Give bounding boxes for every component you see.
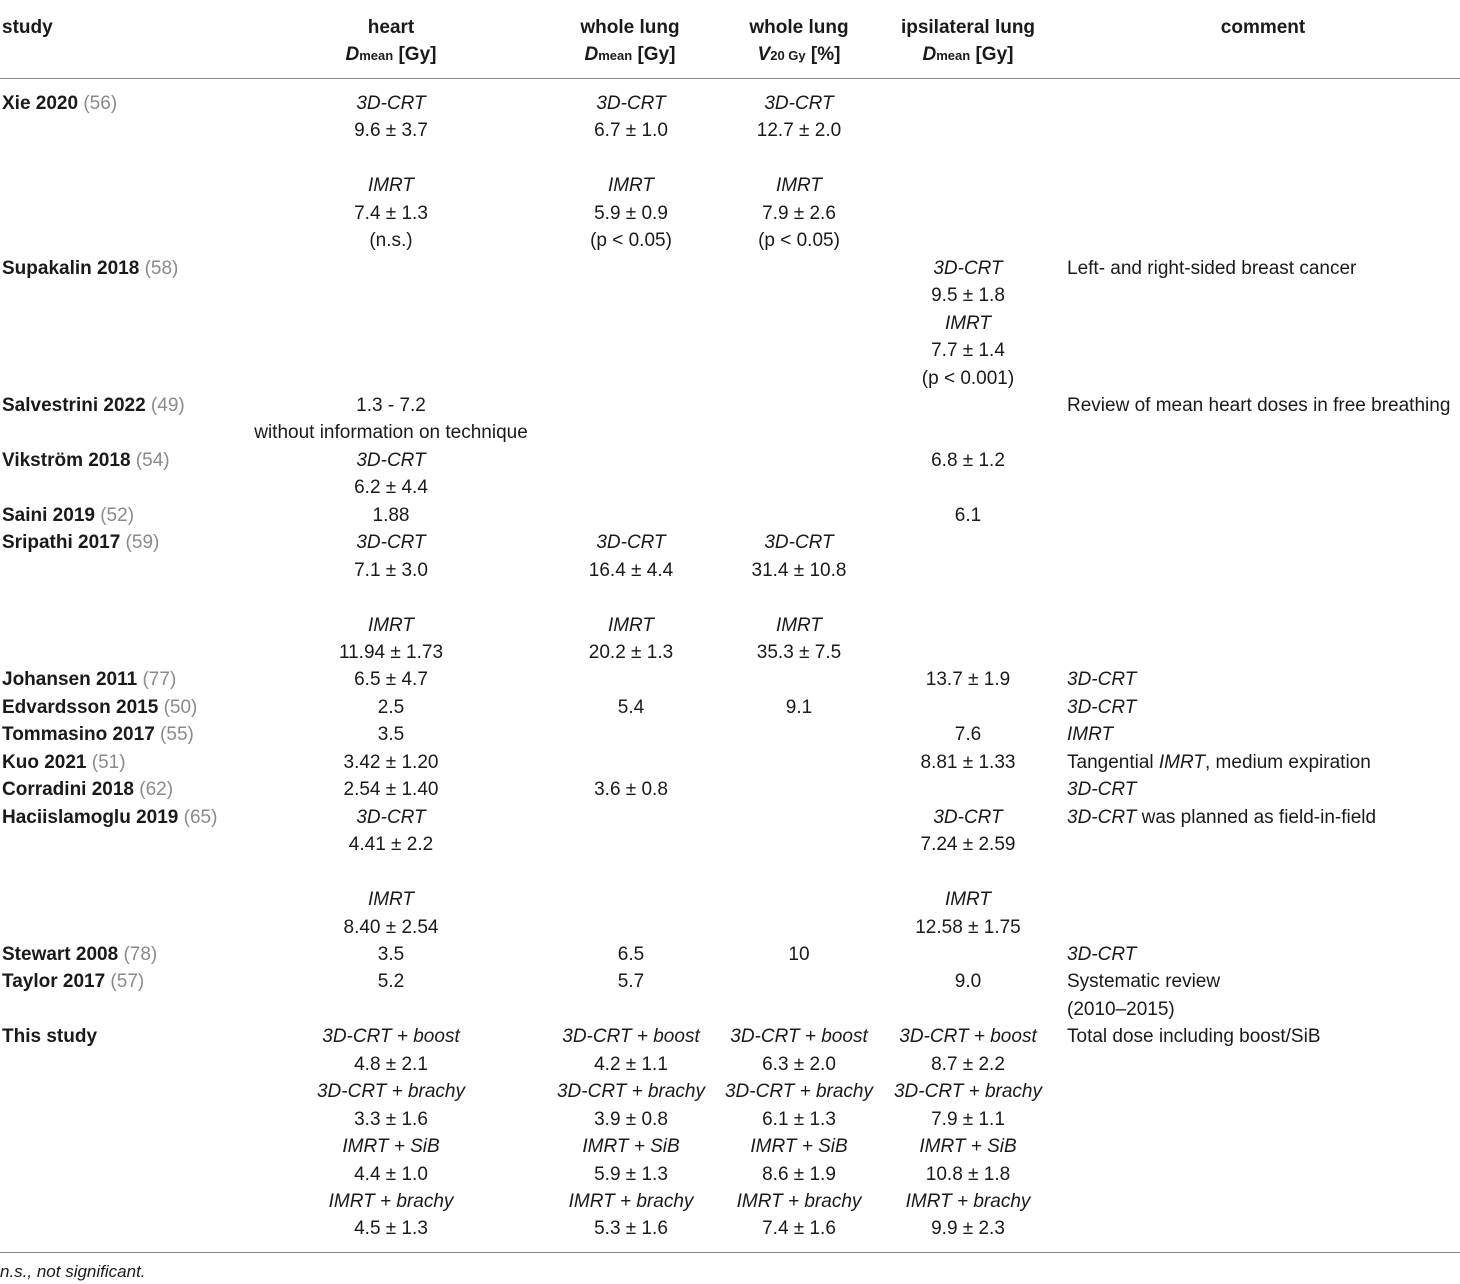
study-name	[2, 502, 134, 530]
heart-value: 3.3 ± 1.6	[354, 1108, 428, 1130]
lung_v-value: 31.4 ± 10.8	[751, 559, 847, 581]
study-name	[2, 749, 126, 777]
lung_d-value: 5.3 ± 1.6	[594, 1218, 668, 1240]
header-ipsi-unit: [Gy]	[970, 44, 1014, 65]
study-label: Saini 2019	[2, 504, 95, 526]
heart-value: IMRT	[367, 614, 415, 636]
study-reference: (50)	[158, 696, 198, 718]
ipsi-value: (p < 0.001)	[921, 367, 1015, 389]
ipsi-value: 3D-CRT + brachy	[893, 1081, 1042, 1103]
lung_v-value: IMRT + brachy	[736, 1191, 862, 1212]
heart-value: 3D-CRT + brachy	[316, 1081, 465, 1103]
ipsi-value: 10.8 ± 1.8	[925, 1163, 1011, 1185]
lung_v-value: 3D-CRT	[764, 93, 834, 114]
lung_v-value: (p < 0.05)	[758, 230, 840, 252]
header-wld-sym: D	[584, 44, 599, 65]
study-label: Sripathi 2017	[2, 532, 121, 554]
header-wld-unit: [Gy]	[632, 44, 676, 65]
header-wlv-unit: [%]	[805, 44, 841, 65]
comment-value: 3D-CRT	[1067, 943, 1137, 965]
lung_d-value: 3.6 ± 0.8	[594, 779, 668, 801]
study-label: Edvardsson 2015	[2, 696, 159, 718]
lung_d-value: 6.7 ± 1.0	[594, 120, 668, 142]
study-label: Johansen 2011	[2, 669, 138, 691]
study-reference: (65)	[178, 806, 218, 828]
lung_d-value: 3.9 ± 0.8	[594, 1108, 668, 1130]
comment-value: IMRT	[1067, 724, 1114, 746]
lung_v-value: IMRT + SiB	[750, 1136, 848, 1158]
heart-value: IMRT + brachy	[328, 1191, 454, 1212]
heart-value: 6.2 ± 4.4	[354, 477, 428, 499]
study-name	[2, 447, 170, 475]
header-comment: comment	[1220, 17, 1306, 38]
table-footnote: n.s., not significant.	[0, 1262, 146, 1281]
lung_d-value: (p < 0.05)	[590, 230, 672, 252]
ipsi-value: 7.9 ± 1.1	[931, 1108, 1005, 1130]
heart-value: IMRT	[367, 175, 415, 197]
comment-value: Total dose including boost/SiB	[1067, 1026, 1321, 1048]
header-ipsi-sym: D	[922, 44, 937, 65]
header-heart-line1: heart	[367, 17, 415, 38]
heart-value: 7.1 ± 3.0	[354, 559, 428, 581]
ipsi-value: 7.6	[954, 724, 982, 746]
ipsi-value: IMRT + brachy	[905, 1191, 1031, 1212]
lung_d-value: IMRT + brachy	[568, 1191, 694, 1212]
lung_v-value: 10	[788, 943, 810, 965]
comment-value: 3D-CRT was planned as field-in-field	[1067, 806, 1377, 828]
heart-value: 3.5	[377, 943, 405, 965]
heart-value: 2.54 ± 1.40	[343, 779, 439, 801]
lung_d-value: IMRT + SiB	[582, 1136, 680, 1158]
heart-value: 7.4 ± 1.3	[354, 202, 428, 224]
study-label: This study	[2, 1026, 98, 1048]
lung_v-value: 6.3 ± 2.0	[762, 1053, 836, 1075]
ipsi-value: 9.5 ± 1.8	[931, 285, 1005, 307]
study-reference: (55)	[154, 724, 194, 746]
lung_d-value: 16.4 ± 4.4	[588, 559, 674, 581]
study-label: Haciislamoglu 2019	[2, 806, 179, 828]
study-reference: (57)	[105, 971, 145, 993]
study-reference: (77)	[137, 669, 177, 691]
ipsi-value: 8.81 ± 1.33	[920, 751, 1016, 773]
ipsi-value: 7.24 ± 2.59	[920, 834, 1016, 856]
header-ipsi-sub: mean	[936, 48, 971, 63]
study-label: Kuo 2021	[2, 751, 87, 773]
table-bottom-rule	[0, 1252, 1460, 1253]
study-reference: (51)	[86, 751, 126, 773]
heart-value: 3D-CRT	[356, 93, 426, 114]
study-name	[2, 694, 197, 722]
header-ipsi-line1: ipsilateral lung	[900, 17, 1036, 38]
lung_d-value: 4.2 ± 1.1	[594, 1053, 668, 1075]
lung_v-value: IMRT	[775, 175, 823, 197]
heart-value: 3D-CRT	[356, 532, 426, 554]
comment-value: 3D-CRT	[1067, 779, 1137, 801]
heart-value: 4.8 ± 2.1	[354, 1053, 428, 1075]
study-reference: (59)	[120, 532, 160, 554]
lung_v-value: 3D-CRT + boost	[730, 1026, 868, 1048]
header-wlv-sub: 20 Gy	[770, 48, 806, 63]
study-name	[2, 392, 185, 420]
heart-value: without information on technique	[254, 422, 528, 444]
heart-value: 3.42 ± 1.20	[343, 751, 439, 773]
study-label: Stewart 2008	[2, 943, 119, 965]
heart-value: 8.40 ± 2.54	[343, 916, 439, 938]
header-heart-sub: mean	[359, 48, 394, 63]
lung_d-value: 6.5	[617, 943, 645, 965]
heart-value: 1.3 - 7.2	[356, 394, 426, 416]
lung_v-value: 3D-CRT	[764, 532, 834, 554]
study-reference: (56)	[78, 93, 118, 114]
study-label: Tommasino 2017	[2, 724, 155, 746]
ipsi-value: 12.58 ± 1.75	[915, 916, 1021, 938]
lung_d-value: 5.7	[617, 971, 645, 993]
study-name	[2, 776, 173, 804]
study-name	[2, 529, 159, 557]
study-reference: (62)	[134, 779, 174, 801]
lung_v-value: 6.1 ± 1.3	[762, 1108, 836, 1130]
lung_v-value: 12.7 ± 2.0	[756, 120, 842, 142]
ipsi-value: 3D-CRT	[933, 806, 1003, 828]
heart-value: 3D-CRT	[356, 806, 426, 828]
ipsi-value: 3D-CRT + boost	[899, 1026, 1037, 1048]
heart-value: 3D-CRT	[356, 449, 426, 471]
study-name	[2, 666, 176, 694]
lung_d-value: IMRT	[607, 614, 655, 636]
lung_d-value: 3D-CRT	[596, 532, 666, 554]
comment-value: 3D-CRT	[1067, 696, 1137, 718]
comment-value: Review of mean heart doses in free breathing	[1067, 394, 1451, 416]
study-name	[2, 804, 217, 832]
study-name	[2, 1023, 97, 1051]
header-wlv-line1: whole lung	[749, 17, 849, 38]
lung_d-value: 3D-CRT + brachy	[556, 1081, 705, 1103]
lung_v-value: 8.6 ± 1.9	[762, 1163, 836, 1185]
heart-value: IMRT + SiB	[342, 1136, 440, 1158]
lung_d-value: IMRT	[607, 175, 655, 197]
study-name	[2, 721, 194, 749]
heart-value: 1.88	[372, 504, 410, 526]
ipsi-value: IMRT	[944, 312, 992, 334]
ipsi-value: 3D-CRT	[933, 257, 1003, 279]
heart-value: (n.s.)	[369, 230, 413, 252]
heart-value: 5.2	[377, 971, 405, 993]
heart-value: 3.5	[377, 724, 405, 746]
study-label: Corradini 2018	[2, 779, 134, 801]
ipsi-value: 8.7 ± 2.2	[931, 1053, 1005, 1075]
ipsi-value: 13.7 ± 1.9	[925, 669, 1011, 691]
lung_d-value: 5.9 ± 0.9	[594, 202, 668, 224]
comment-value: (2010–2015)	[1067, 998, 1175, 1020]
heart-value: 6.5 ± 4.7	[354, 669, 428, 691]
study-reference: (78)	[118, 943, 158, 965]
study-label: Supakalin 2018	[2, 257, 140, 279]
lung_v-value: IMRT	[775, 614, 823, 636]
comment-value: Left- and right-sided breast cancer	[1067, 257, 1357, 279]
lung_d-value: 20.2 ± 1.3	[588, 642, 674, 663]
heart-value: 4.4 ± 1.0	[354, 1163, 428, 1185]
study-label: Vikström 2018	[2, 449, 131, 471]
study-name	[2, 941, 157, 969]
header-wlv-sym: V	[757, 44, 771, 65]
ipsi-value: 6.1	[954, 504, 982, 526]
study-label: Taylor 2017	[2, 971, 106, 993]
study-name	[2, 255, 178, 283]
ipsi-value: 9.0	[954, 971, 982, 993]
lung_d-value: 3D-CRT	[596, 93, 666, 114]
study-name	[2, 968, 144, 996]
heart-value: 11.94 ± 1.73	[338, 642, 444, 663]
lung_v-value: 3D-CRT + brachy	[724, 1081, 873, 1103]
lung_v-value: 9.1	[785, 696, 813, 718]
header-wld-sub: mean	[598, 48, 633, 63]
header-wld-line1: whole lung	[580, 17, 680, 38]
lung_d-value: 3D-CRT + boost	[562, 1026, 700, 1048]
ipsi-value: IMRT + SiB	[919, 1136, 1017, 1158]
study-label: Salvestrini 2022	[2, 394, 146, 416]
lung_d-value: 5.9 ± 1.3	[594, 1163, 668, 1185]
ipsi-value: 9.9 ± 2.3	[931, 1218, 1005, 1240]
study-reference: (58)	[139, 257, 179, 279]
ipsi-value: 7.7 ± 1.4	[931, 340, 1005, 362]
study-reference: (49)	[145, 394, 185, 416]
comment-value: 3D-CRT	[1067, 669, 1137, 691]
header-heart-sym: D	[345, 44, 360, 65]
heart-value: 9.6 ± 3.7	[354, 120, 428, 142]
lung_d-value: 5.4	[617, 696, 645, 718]
study-reference: (54)	[130, 449, 170, 471]
heart-value: IMRT	[367, 889, 415, 911]
study-label: Xie 2020	[2, 93, 79, 114]
comment-value: Tangential IMRT, medium expiration	[1067, 751, 1371, 773]
ipsi-value: IMRT	[944, 889, 992, 911]
study-name	[2, 90, 117, 118]
comment-value: Systematic review	[1067, 971, 1221, 993]
header-study: study	[2, 17, 53, 38]
header-heart-unit: [Gy]	[393, 44, 437, 65]
heart-value: 4.41 ± 2.2	[348, 834, 434, 856]
lung_v-value: 35.3 ± 7.5	[756, 642, 842, 663]
lung_v-value: 7.4 ± 1.6	[762, 1218, 836, 1240]
heart-value: 2.5	[377, 696, 405, 718]
study-reference: (52)	[94, 504, 135, 526]
ipsi-value: 6.8 ± 1.2	[931, 449, 1005, 471]
heart-value: 3D-CRT + boost	[322, 1026, 460, 1048]
lung_v-value: 7.9 ± 2.6	[762, 202, 836, 224]
heart-value: 4.5 ± 1.3	[354, 1218, 428, 1240]
